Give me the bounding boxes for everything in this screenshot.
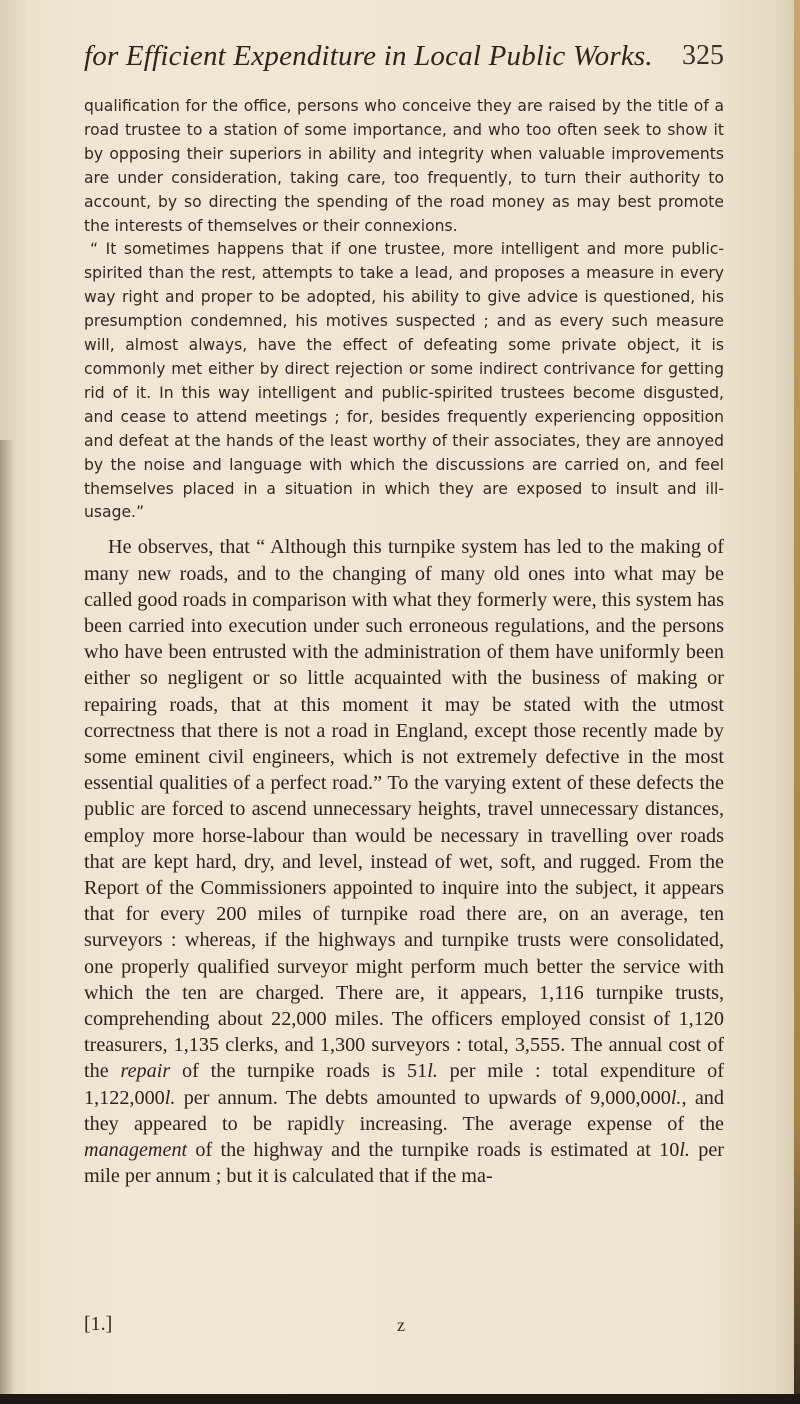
emphasis-management: management <box>84 1138 188 1161</box>
main-text-7: per mile per annum ; but it is calculated that if the ma- <box>84 1138 724 1188</box>
pound-sign-4: l. <box>679 1138 690 1161</box>
main-text-3: per mile : total expenditure of 1,122,000 <box>84 1060 724 1109</box>
main-text-5: , and they appeared to be rapidly increasing. The average expense of the <box>84 1086 724 1135</box>
body-text <box>84 95 724 1189</box>
page-number: 325 <box>682 40 724 71</box>
page-bottom-edge <box>0 1394 800 1404</box>
page-gutter-shadow <box>0 440 14 1400</box>
quote-paragraph-2: “ It sometimes happens that if one trustee, more intelligent and more public-spirited than the rest, attempts to take a lead, and proposes a measure in every way right and proper to be adopted, his ability to give advice is questioned, his presumption condemned, his motives suspected ; and as every such measure will, almost always, have the effect of defeating some private object, it is commonly met either by direct rejection or some indirect contrivance for getting rid of it. In this way intelligent and public-spirited trustees become disgusted, and cease to attend meetings ; for, besides frequently experiencing opposition and defeat at the hands of the least worthy of their associates, they are annoyed by the noise and language with which the discussions are carried on, and feel themselves placed in a situation in which they are exposed to insult and ill-usage.” <box>84 240 724 522</box>
signature-letter: z <box>397 1315 405 1335</box>
pound-sign-2: l. <box>164 1086 176 1109</box>
signature-mark: [1.] <box>84 1313 113 1335</box>
quote-paragraph-1: qualification for the office, persons who conceive they are raised by the title of a road trustee to a station of some importance, and who too often seek to show it by opposing their superiors in ability and integrity when valuable improvements are under consideration, taking care, too frequently, to turn their authority to account, by so directing the spending of the road money as may best promote the interests of themselves or their connexions. <box>84 97 724 235</box>
page-footer <box>84 1313 724 1343</box>
page-edge <box>794 0 800 1404</box>
main-text-4: per annum. The debts amounted to upwards of 9,000,000 <box>175 1086 671 1109</box>
running-head: for Efficient Expenditure in Local Public Works. <box>84 40 653 72</box>
main-text-2: of the turnpike roads is 51 <box>170 1060 428 1083</box>
main-paragraph <box>84 534 724 1189</box>
main-text-6: of the highway and the turnpike roads is estimated at 10 <box>187 1138 680 1161</box>
main-text-1: He observes, that “ Although this turnpike system has led to the making of many new roads, and to the changing of many old ones into what may be called good roads in comparison with what they formerly were, this system has been carried into execution under such erroneous regulations, and the persons who have been entrusted with the administration of them have uniformly been either so negligent or so little acquainted with the business of making or repairing roads, that at this moment it may be stated with the utmost correctness that there is not a road in England, except those recently made by some eminent civil engineers, which is not extremely defective in the most essential qualities of a perfect road.” To the varying extent of these defects the public are forced to ascend unnecessary heights, travel unnecessary distances, employ more horse-labour than would be necessary in travelling over roads that are kept hard, dry, and level, instead of wet, soft, and rugged. From the Report of the Commissioners appointed to inquire into the subject, it appears that for every 200 miles of turnpike road there are, on an average, ten surveyors : whereas, if the highways and turnpike trusts were consolidated, one properly qualified surveyor might perform much better the service with which the ten are charged. There are, it appears, 1,116 turnpike trusts, comprehending about 22,000 miles. The officers employed consist of 1,120 treasurers, 1,135 clerks, and 1,300 surveyors : total, 3,555. The annual cost of the <box>84 536 724 1083</box>
page-header <box>84 40 724 80</box>
emphasis-repair: repair <box>120 1060 171 1083</box>
quoted-passage <box>84 95 724 525</box>
pound-sign-3: l. <box>670 1086 682 1109</box>
pound-sign-1: l. <box>427 1060 438 1083</box>
